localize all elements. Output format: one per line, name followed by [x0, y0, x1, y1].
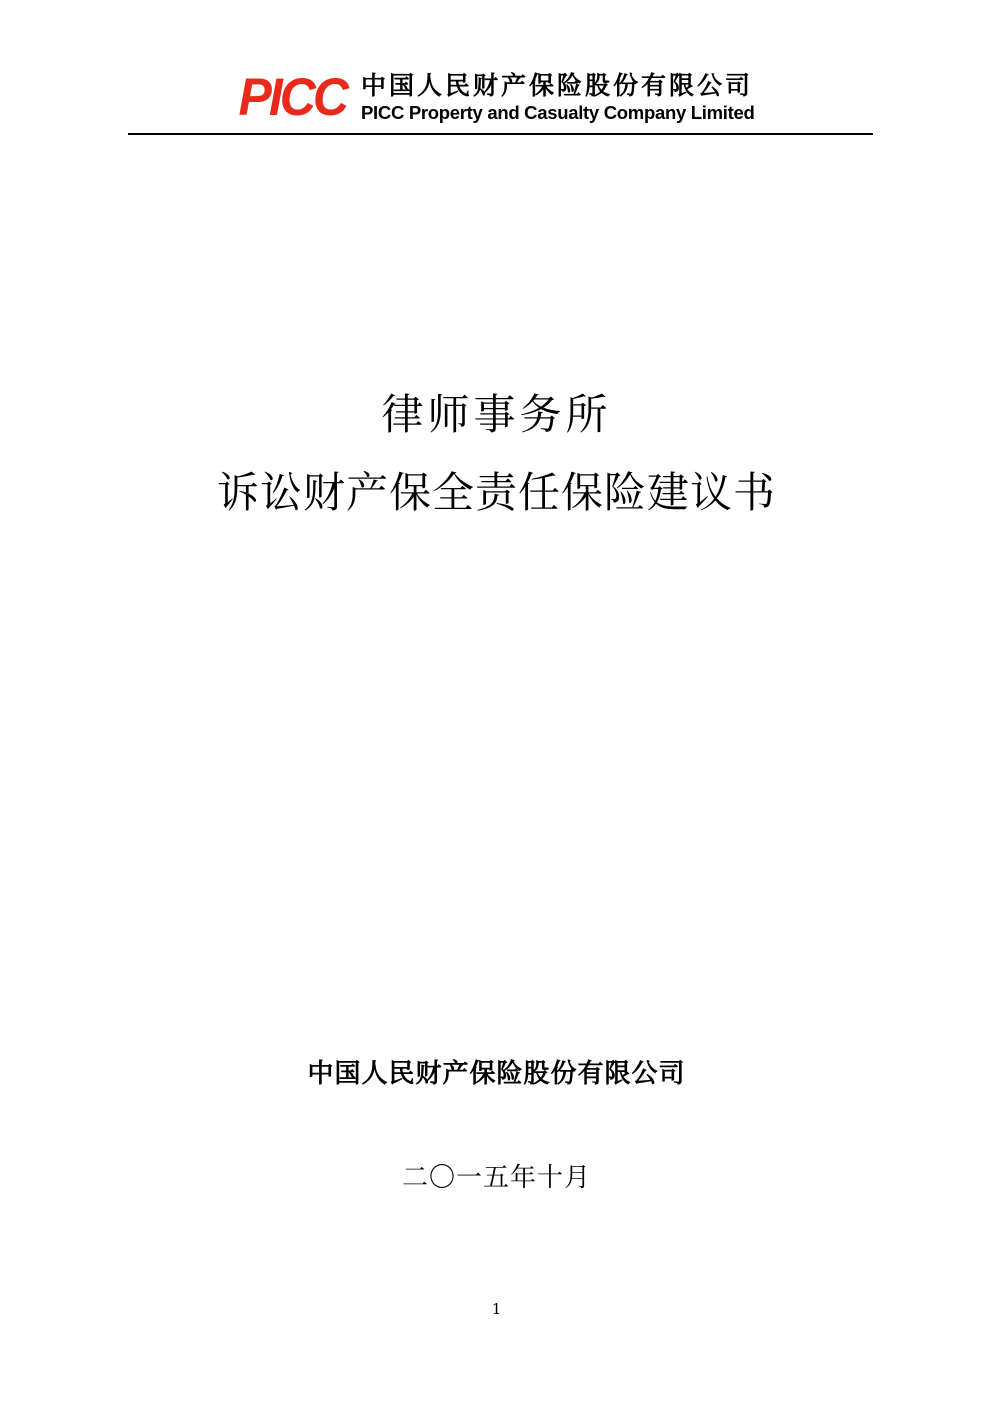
footer-company-name: 中国人民财产保险股份有限公司 — [307, 1059, 686, 1089]
document-title-line1: 律师事务所 — [381, 390, 612, 439]
publication-date: 二〇一五年十月 — [401, 1163, 591, 1193]
company-name-en: PICC Property and Casualty Company Limited — [361, 101, 755, 123]
company-name-zh: 中国人民财产保险股份有限公司 — [361, 71, 754, 100]
document-title-line2: 诉讼财产保全责任保险建议书 — [216, 468, 776, 517]
page-number: 1 — [491, 1300, 502, 1318]
company-name-block — [361, 72, 754, 123]
picc-logo: PICC — [238, 67, 346, 126]
header-divider-rule — [128, 133, 873, 135]
document-header — [0, 67, 993, 126]
